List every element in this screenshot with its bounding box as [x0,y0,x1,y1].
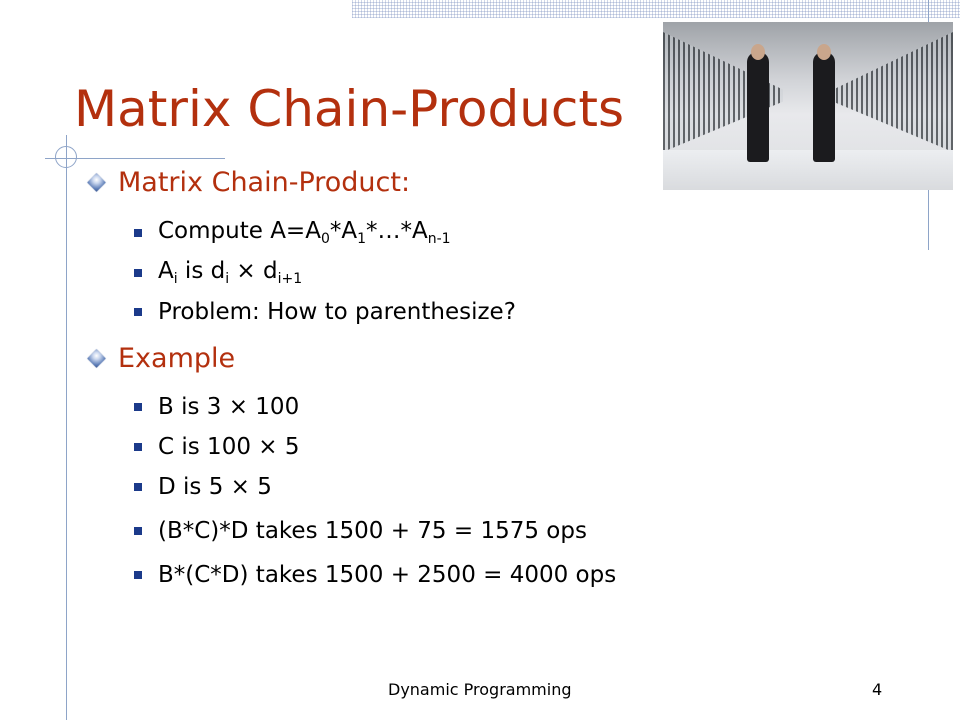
section-heading-text: Example [118,343,236,374]
square-bullet-icon [134,527,142,535]
square-bullet-icon [134,403,142,411]
list-item [134,299,516,325]
square-bullet-icon [134,571,142,579]
list-item [134,394,299,420]
photo-head-left [751,44,765,60]
bullet-text: B*(C*D) takes 1500 + 2500 = 4000 ops [158,562,617,588]
section-heading-text: Matrix Chain-Product: [118,167,411,198]
decorative-circle [55,146,77,168]
bullet-text: (B*C)*D takes 1500 + 75 = 1575 ops [158,518,587,544]
bullet-text: Compute $A=A_0*A_1*\dots*A_{n-1}$ [158,218,451,247]
slide-photo [663,22,953,190]
list-item [134,518,587,544]
photo-figure-right [813,52,835,162]
section-heading-2 [86,343,235,374]
decorative-vertical-line-left [66,135,67,720]
photo-figure-left [747,52,769,162]
footer-title: Dynamic Programming [388,680,572,699]
list-item [134,258,302,287]
page-number: 4 [872,680,883,699]
bullet-text: D is 5 × 5 [158,474,272,500]
photo-mirror-right [833,32,953,152]
list-item [134,218,451,247]
square-bullet-icon [134,308,142,316]
photo-floor [663,150,953,190]
bullet-text: B is 3 × 100 [158,394,300,420]
bullet-text: $A_i$ is $d_i \times d_{i+1}$ [158,258,303,287]
square-bullet-icon [134,443,142,451]
bullet-text: C is 100 × 5 [158,434,300,460]
diamond-bullet-icon [86,348,108,370]
decorative-checker-band [352,0,960,18]
photo-head-right [817,44,831,60]
list-item [134,562,616,588]
slide-title: Matrix Chain-Products [74,80,625,138]
list-item [134,474,272,500]
square-bullet-icon [134,269,142,277]
list-item [134,434,299,460]
square-bullet-icon [134,483,142,491]
section-heading-1 [86,167,410,198]
square-bullet-icon [134,229,142,237]
diamond-bullet-icon [86,172,108,194]
bullet-text: Problem: How to parenthesize? [158,299,516,325]
